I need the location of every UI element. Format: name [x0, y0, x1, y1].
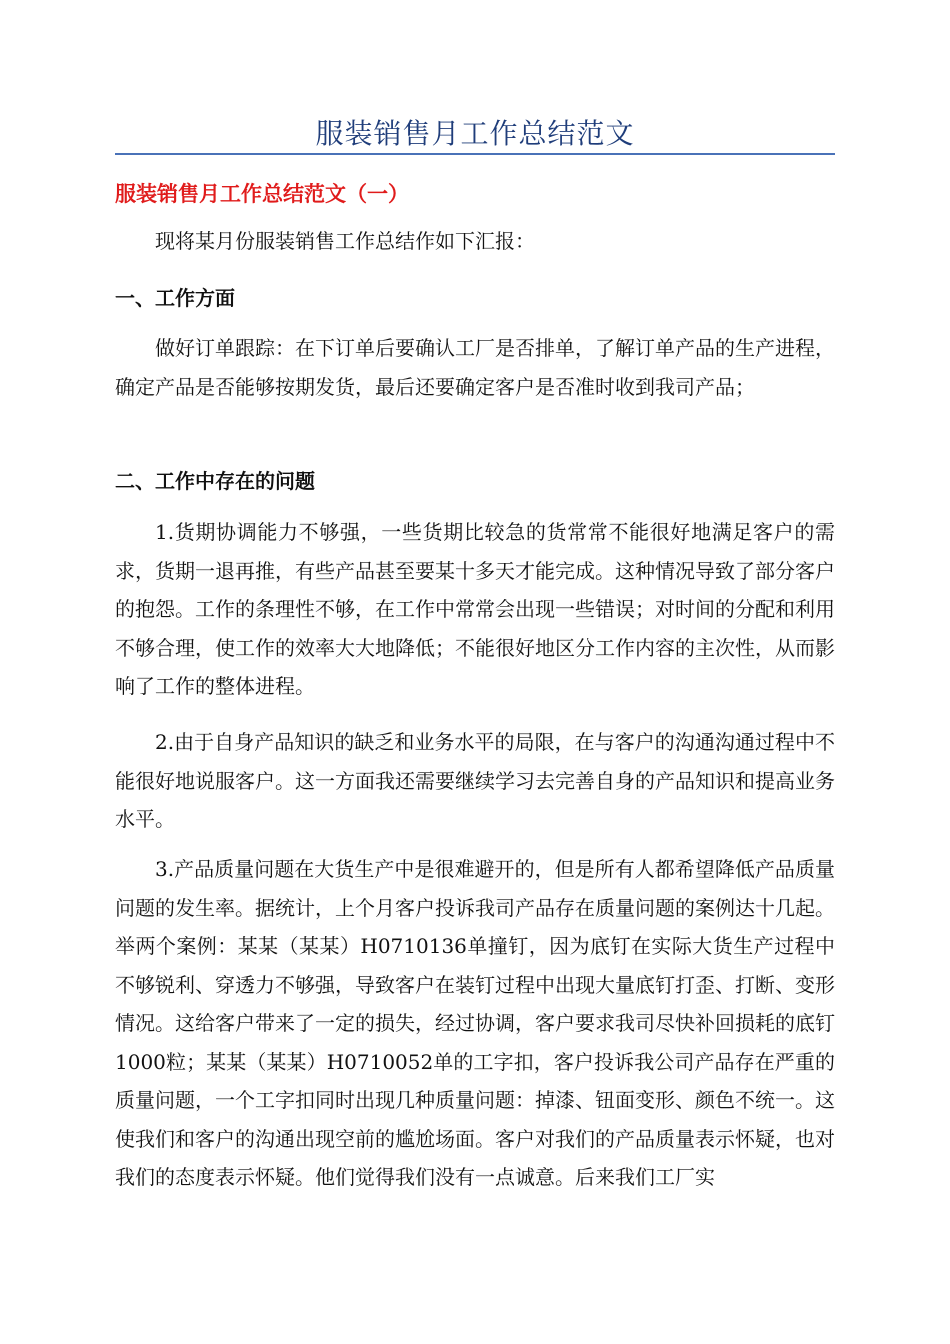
document-title: 服装销售月工作总结范文 — [315, 117, 635, 150]
heading-work-aspects: 一、工作方面 — [115, 286, 235, 310]
problem-paragraph-2: 2.由于自身产品知识的缺乏和业务水平的局限，在与客户的沟通沟通过程中不能很好地说服客户。这一方面我还需要继续学习去完善自身的产品知识和提高业务水平。 — [115, 730, 835, 831]
title-divider — [115, 153, 835, 155]
intro-paragraph: 现将某月份服装销售工作总结作如下汇报： — [155, 229, 535, 253]
problem-paragraph-3: 3.产品质量问题在大货生产中是很难避开的，但是所有人都希望降低产品质量问题的发生率。据统计，上个月客户投诉我司产品存在质量问题的案例达十几起。举两个案例：某某（某某）H0710136单撞钉，因为底钉在实际大货生产过程中不够锐利、穿透力不够强，导致客户在装钉过程中出现大量底钉打歪、打断、变形情况。这给客户带来了一定的损失，经过协调，客户要求我司尽快补回损耗的底钉1000粒；某某（某某）H0710052单的工字扣，客户投诉我公司产品存在严重的质量问题，一个工字扣同时出现几种质量问题：掉漆、钮面变形、颜色不统一。这使我们和客户的沟通出现空前的尴尬场面。客户对我们的产品质量表示怀疑，也对我们的态度表示怀疑。他们觉得我们没有一点诚意。后来我们工厂实 — [115, 857, 835, 1189]
heading-problems: 二、工作中存在的问题 — [115, 469, 315, 493]
section-heading: 服装销售月工作总结范文（一） — [115, 182, 409, 206]
work-paragraph: 做好订单跟踪：在下订单后要确认工厂是否排单，了解订单产品的生产进程，确定产品是否能够按期发货，最后还要确定客户是否准时收到我司产品； — [115, 336, 835, 399]
problem-paragraph-1: 1.货期协调能力不够强，一些货期比较急的货常常不能很好地满足客户的需求，货期一退再推，有些产品甚至要某十多天才能完成。这种情况导致了部分客户的抱怨。工作的条理性不够，在工作中常常会出现一些错误；对时间的分配和利用不够合理，使工作的效率大大地降低；不能很好地区分工作内容的主次性，从而影响了工作的整体进程。 — [115, 520, 835, 698]
